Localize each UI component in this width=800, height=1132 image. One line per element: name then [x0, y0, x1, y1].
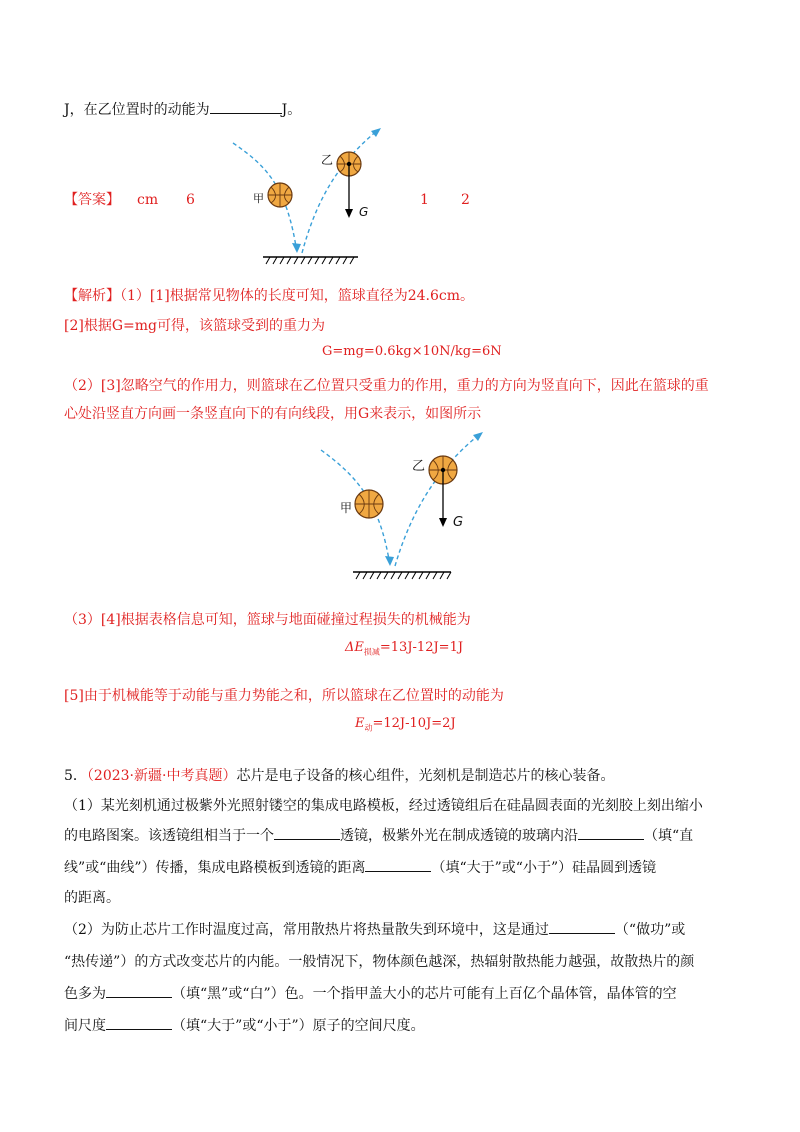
analysis-p1-text: （1）[1]根据常见物体的长度可知，篮球直径为24.6cm。 — [120, 288, 475, 304]
q2-l3-b: （填“黑”或“白”）色。一个指甲盖大小的芯片可能有上百亿个晶体管，晶体管的空 — [172, 986, 677, 1002]
top-line-unit: J。 — [281, 102, 302, 118]
q1-line4: 的距离。 — [64, 890, 120, 906]
question-intro: 芯片是电子设备的核心组件，光刻机是制造芯片的核心装备。 — [236, 768, 615, 784]
label-yi: 乙 — [321, 153, 334, 167]
blank-distance[interactable] — [365, 871, 431, 872]
blank-scale[interactable] — [106, 1029, 172, 1030]
analysis-p3-line1: （2）[3]忽略空气的作用力，则篮球在乙位置只受重力的作用，重力的方向为竖直向下，因此在篮球的重 — [64, 378, 709, 394]
q2-line4 — [64, 1016, 425, 1036]
answer-item-4: 2 — [461, 192, 470, 208]
basketball-jia-icon — [268, 183, 292, 207]
q1-line1: （1）某光刻机通过极紫外光照射镂空的集成电路模板，经过透镜组后在硅晶圆表面的光刻胶上刻出缩小 — [64, 798, 703, 814]
analysis-p1 — [64, 286, 474, 306]
eq2-rest: =13J-12J=1J — [379, 640, 464, 655]
blank-color[interactable] — [106, 997, 172, 998]
label-jia-2: 甲 — [340, 501, 353, 515]
q1-l2-c: （填“直 — [644, 828, 694, 844]
q2-line2: “热传递”）的方式改变芯片的内能。一般情况下，物体颜色越深，热辐射散热能力越强，故散热片的颜 — [64, 954, 695, 970]
label-g: G — [359, 205, 369, 219]
blank-propagation[interactable] — [578, 839, 644, 840]
answer-item-1: cm — [137, 192, 159, 208]
q2-line3 — [64, 984, 677, 1004]
label-yi-2: 乙 — [412, 459, 426, 474]
top-line — [64, 100, 301, 120]
q2-l1-b: （“做功”或 — [614, 922, 686, 938]
q1-line2 — [64, 826, 693, 846]
q1-line3 — [64, 858, 656, 878]
q2-l4-a: 间尺度 — [64, 1018, 106, 1034]
answer-blank — [210, 113, 282, 114]
analysis-label: 【解析】 — [64, 288, 120, 304]
q2-line1 — [64, 920, 685, 940]
q1-l3-a: 线”或“曲线”）传播，集成电路模板到透镜的距离 — [64, 860, 366, 876]
q1-l2-a: 的电路图案。该透镜组相当于一个 — [64, 828, 274, 844]
answer-item-2: 6 — [186, 192, 195, 208]
analysis-p3-line2: 心处沿竖直方向画一条竖直向下的有向线段，用G来表示，如图所示 — [64, 406, 482, 422]
answer-label: 【答案】 — [64, 192, 120, 208]
eq2-sub: 损减 — [363, 647, 380, 657]
label-g-2: G — [453, 515, 464, 530]
q1-l2-b: 透镜，极紫外光在制成透镜的玻璃内沿 — [340, 828, 578, 844]
eq3-rest: =12J-10J=2J — [372, 716, 456, 731]
analysis-p2: [2]根据G=mg可得，该篮球受到的重力为 — [64, 318, 325, 334]
answer-item-3: 1 — [420, 192, 429, 208]
blank-lens-type[interactable] — [274, 839, 340, 840]
q2-l3-a: 色多为 — [64, 986, 106, 1002]
question-5-header — [64, 766, 614, 786]
equation-gravity: G=mg=0.6kg×10N/kg=6N — [322, 344, 502, 359]
q1-l3-b: （填“大于”或“小于”）硅晶圆到透镜 — [431, 860, 657, 876]
analysis-p4: （3）[4]根据表格信息可知，篮球与地面碰撞过程损失的机械能为 — [64, 612, 471, 628]
eq3-sub: 动 — [364, 723, 373, 733]
basketball-figure-1 — [225, 125, 385, 270]
basketball-jia-icon-2 — [355, 490, 383, 518]
label-jia: 甲 — [253, 192, 264, 205]
basketball-figure-2 — [315, 430, 485, 580]
q2-l4-b: （填“大于”或“小于”）原子的空间尺度。 — [172, 1018, 425, 1034]
analysis-p5: [5]由于机械能等于动能与重力势能之和，所以篮球在乙位置时的动能为 — [64, 688, 504, 704]
eq3-prefix: E — [355, 716, 365, 731]
blank-energy-transfer[interactable] — [549, 933, 615, 934]
equation-energy-loss — [345, 638, 463, 663]
top-line-text: J，在乙位置时的动能为 — [64, 102, 210, 118]
q2-l1-a: （2）为防止芯片工作时温度过高，常用散热片将热量散失到环境中，这是通过 — [64, 922, 549, 938]
equation-kinetic — [355, 714, 456, 739]
eq2-prefix: ΔE — [345, 640, 364, 655]
question-source: （2023·新疆·中考真题） — [86, 768, 237, 784]
question-number: 5． — [64, 768, 87, 784]
